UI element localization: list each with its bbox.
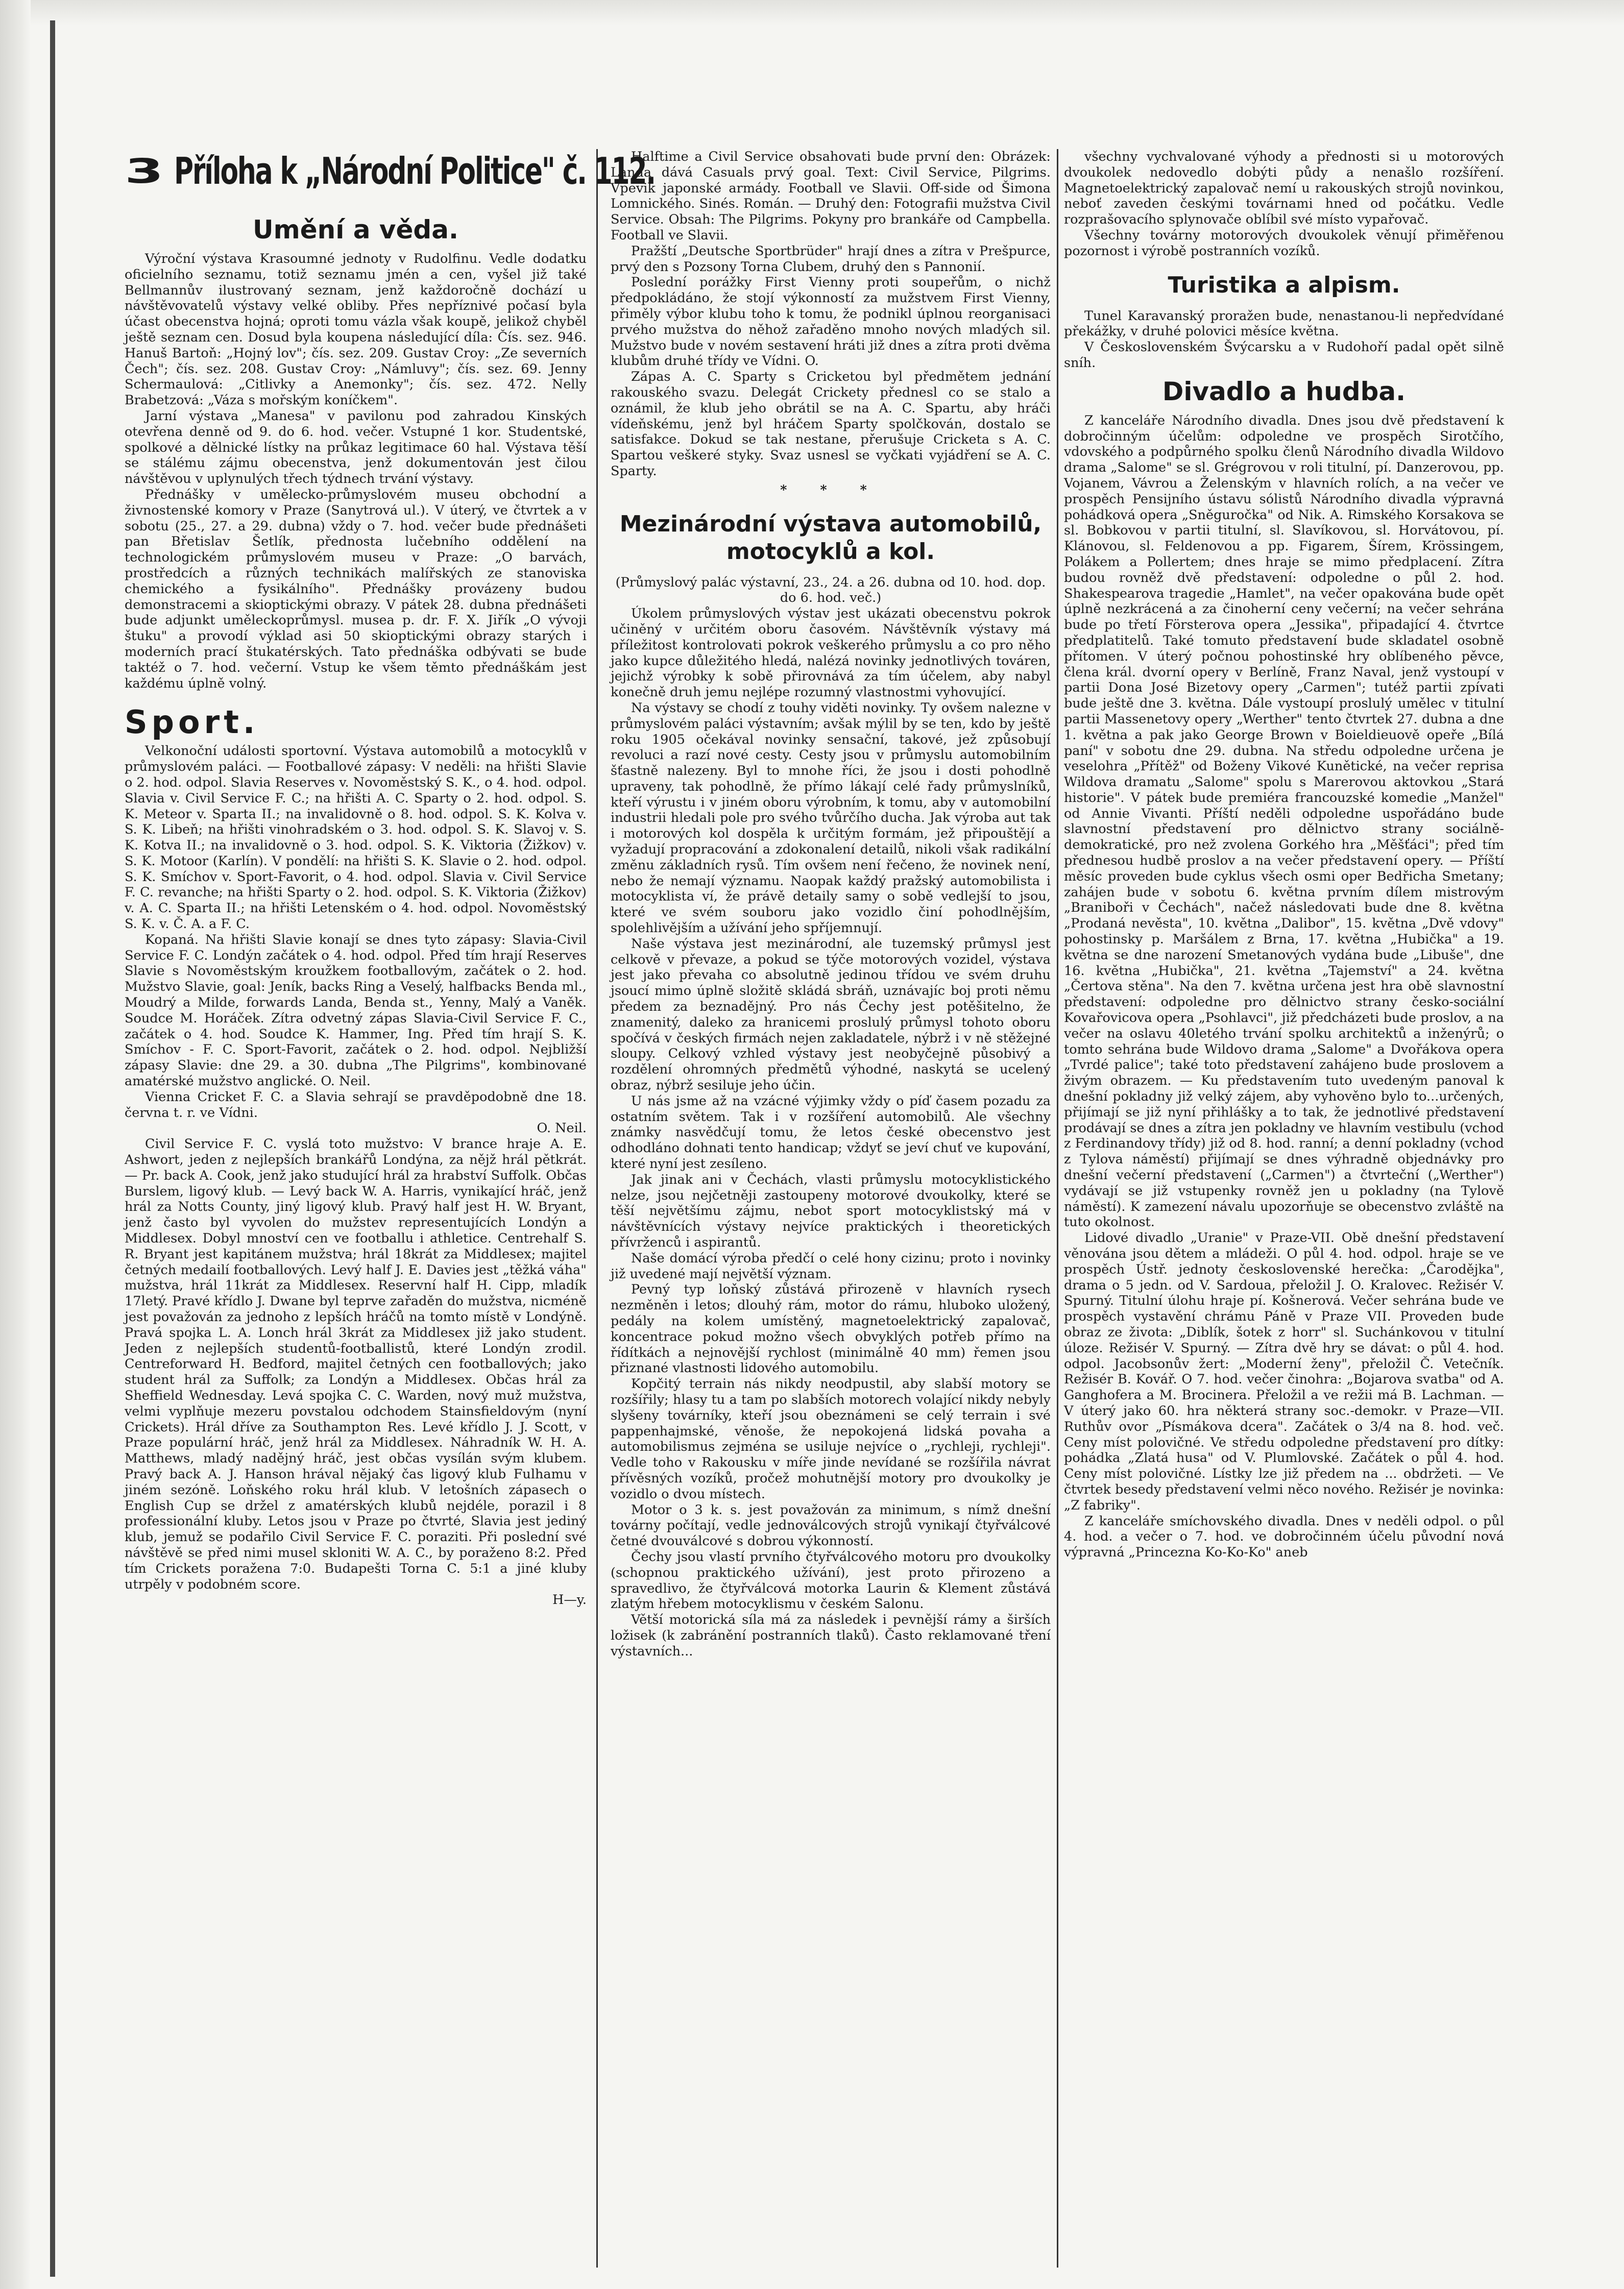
article-paragraph: Kopčitý terrain nás nikdy neodpustil, aby slabší motory se rozšířily; hlasy tu a tam po slabších motorech volající nikdy nebyly slyšeny továrníky, kteří jsou obeznámeni se celý terrain i své pappenhajmské, věnoše, že nepokojená lidská povaha a automobilismus zejména se usiluje nejvíce o „rychleji, rychleji". Vedle toho v Rakousku v míře jinde nevídané se rozšířila návrat přívěsných vozíků, pročež mohutnější motory pro dvoukolky je vozidlo o dvou místech. [611, 1376, 1051, 1502]
column-2 [611, 149, 1051, 2267]
column-rule-2 [1057, 149, 1058, 2268]
asterism-separator: * * * [780, 482, 881, 498]
section-heading: Divadlo a hudba. [1162, 376, 1406, 406]
article-paragraph: Pevný typ loňský zůstává přirozeně v hlavních rysech nezměněn i letos; dlouhý rám, motor do rámu, hluboko uložený, pedály na kolem umístěný, magnetoelektrický zapalovač, koncentrace pokud možno všech obvyklých potřeb přímo na řídítkách a nejnovější rychlost (minimálně 40 mm) řemen jsou přiznané vlastnosti lidového automobilu. [611, 1282, 1051, 1376]
article-paragraph: Pražští „Deutsche Sportbrüder" hrají dnes a zítra v Prešpurce, prvý den s Pozsony Torna Clubem, druhý den s Pannonií. [611, 243, 1051, 275]
article-paragraph: Kopaná. Na hřišti Slavie konají se dnes tyto zápasy: Slavia-Civil Service F. C. Londýn začátek o 4. hod. odpol. Před tím hrají Reserves Slavie s Novoměstským kroužkem footballovým, začátek o 2. hod. Mužstvo Slavie, goal: Jeník, backs Ring a Veselý, halfbacks Benda ml., Moudrý a Milde, forwards Landa, Benda st., Yenny, Malý a Vaněk. Soudce M. Horáček. Zítra odvetný zápas Slavia-Civil Service F. C., začátek o 4. hod. Soudce K. Hammer, Ing. Před tím hrají S. K. Smíchov - F. C. Sport-Favorit, začátek o 2. hod. odpol. Nejbližší zápasy Slavie: dne 29. a 30. dubna „The Pilgrims", kombinované amatérské mužstvo anglické. O. Neil. [125, 932, 587, 1089]
article-heading: Turistika a alpism. [1168, 272, 1400, 298]
signature: H—y. [552, 1592, 587, 1608]
article-paragraph: Motor o 3 k. s. jest považován za minimum, s nímž dnešní továrny počítají, vedle jednoválcových strojů vynikají čtyřválcové četné dvouválcové s dobrou výkonností. [611, 1502, 1051, 1549]
article-paragraph: Civil Service F. C. vyslá toto mužstvo: V brance hraje A. E. Ashwort, jeden z nejlepších brankářů Londýna, za nějž hrál pětkrát. — Pr. back A. Cook, jenž jako studující hrál za hrabství Suffolk. Občas Burslem, ligový klub. — Levý back W. A. Harris, vynikající hráč, jenž hrál za Notts County, jiný ligový klub. Pravý half jest H. W. Bryant, jenž často byl vyvolen do mužstev representujících Londýn a Middlesex. Dobyl mnoství cen ve footballu i athletice. Centrehalf S. R. Bryant jest kapitánem mužstva; hrál 18krát za Middlesex; majitel četných medailí footballových. Levý half J. E. Davies jest „těžká váha" mužstva, hrál 11krát za Middlesex. Reservní half H. Cipp, mladík 17letý. Pravé křídlo J. Dwane byl teprve zařaděn do mužstva, nicméně jest považován za jednoho z lepších hráčů na tomto místě v Londýně. Pravá spojka L. A. Lonch hrál 3krát za Middlesex již jako student. Jeden z nejlepších studentů-footballistů, které Londýn zrodil. Centreforward H. Bedford, majitel četných cen footballových; jako student hrál za Suffolk; za Londýn a Middlesex. Občas hrál za Sheffield Wednesday. Levá spojka C. C. Warden, nový muž mužstva, velmi vyplňuje mezeru povstalou odchodem Stainsfieldovým (nyní Crickets). Hrál dříve za Southampton Res. Levé křídlo J. J. Scott, v Praze populární hráč, jenž hrál za Middlesex. Náhradník W. H. A. Matthews, mladý nadějný hráč, jest občas vysílán svým klubem. Pravý back A. J. Hanson hrával nějaký čas ligový klub Fulhamu v jiném sezóně. Loňského roku hrál klub. V letošních zápasech o English Cup se držel z amatérských klubů nejdéle, porazil i 8 professionální kluby. Letos jsou v Praze po čtvrté, Slavia jest jediný klub, jemuž se podařilo Civil Service F. C. poraziti. Při poslední své návštěvě se před nimi musel skloniti W. A. C., by poraženo 8:2. Před tím Crickets poražena 7:0. Budapešti Torna C. 5:1 a jiné kluby utrpěly v podobném score. [125, 1136, 587, 1592]
section-heading: Umění a věda. [253, 215, 458, 245]
article-paragraph: Lidové divadlo „Uranie" v Praze-VII. Obě dnešní představení věnována jsou dětem a mládeži. O půl 4. hod. odpol. hraje se ve prospěch Ústř. jednoty československé herečka: „Čarodějka", drama o 5 jedn. od V. Sardoua, přeložil J. O. Kralovec. Režisér V. Spurný. Titulní úlohu hraje pí. Košnerová. Večer sehrána bude ve prospěch vystavění chrámu Páně v Praze VII. Proveden bude obraz ze života: „Diblík, šotek z horr" sl. Suchánkovou v titulní úloze. Režisér V. Spurný. — Zítra dvě hry se dávat: o půl 4. hod. odpol. Jacobsonův žert: „Moderní ženy", přeložil Č. Vetečník. Režisér B. Kovář. O 7. hod. večer činohra: „Bojarova svatba" od A. Ganghofera a M. Brocinera. Přeložil a ve režii má B. Lachman. — V úterý jako 60. hra některá strany soc.-demokr. v Praze—VII. Ruthův ovor „Písmákova dcera". Začátek o 3/4 na 8. hod. več. Ceny míst polovičné. Ve středu odpoledne představení pro dítky: pohádka „Zlatá husa" od V. Plumlovské. Začátek o půl 4. hod. Ceny míst polovičné. Lístky lze již předem na ... obdržeti. — Ve čtvrtek besedy představení velmi něco nového. Režisér je novinka: „Z fabriky". [1064, 1230, 1504, 1513]
page-number: 3 [125, 151, 162, 191]
masthead [125, 143, 655, 199]
article-paragraph: Poslední porážky First Vienny proti soupeřům, o nichž předpokládáno, že stojí výkonností za mužstvem First Vienny, přiměly výbor klubu toho k tomu, že podnikl úplnou reorganisaci prvého mužstva do něhož zařaděno mnoho nových mladých sil. Mužstvo bude v novém sestavení hráti již dnes a zítra proti dvěma klubům druhé třídy ve Vídni. O. [611, 275, 1051, 369]
article-paragraph: Jarní výstava „Manesa" v pavilonu pod zahradou Kinských otevřena denně od 9. do 6. hod. večer. Vstupné 1 kor. Studentské, spolkové a dělnické lístky na průkaz legitimace 60 hal. Výstava těší se stálému zájmu obecenstva, jenž dokumentován jest čilou návštěvou v uplynulých třech týdnech trvání výstavy. [125, 408, 587, 487]
article-paragraph: Z kanceláře smíchovského divadla. Dnes v neděli odpol. o půl 4. hod. a večer o 7. hod. ve dobročinném účelu původní nová výpravná „Princezna Ko-Ko-Ko" aneb [1064, 1513, 1504, 1561]
scan-edge-top [0, 0, 1624, 26]
article-paragraph: Naše výstava jest mezinárodní, ale tuzemský průmysl jest celkově v převaze, a pokud se týče motorových vozidel, výstava jest jako převaha co absolutně jedinou třídou ve svém druhu jsoucí mimo úplně složitě skládá sbráň, uznávajíc boj proti němu předem za beznadějný. Pro nás Čechy jest potěšitelno, že znamenitý, daleko za hranicemi proslulý průmysl tohoto oboru spočívá v českých firmách nejen zakladatele, nýbrž i v ně stěžejné sloupy. Celkový vzhled výstavy jest neobyčejně působivý a rozdělení ohromných předmětů výhodné, naskytá se ucelený obraz, nýbrž sesiluje jeho účin. [611, 936, 1051, 1093]
article-paragraph: Větší motorická síla má za následek i pevnější rámy a širších ložisek (k zabránění postranních tlaků). Často reklamované tření výstavních... [611, 1612, 1051, 1659]
column-rule-1 [596, 149, 598, 2268]
exhibition-dates: (Průmyslový palác výstavní, 23., 24. a 26. dubna od 10. hod. dop. do 6. hod. več.) [615, 574, 1046, 606]
article-paragraph: Vienna Cricket F. C. a Slavia sehrají se pravděpodobně dne 18. června t. r. ve Vídni. [125, 1089, 587, 1121]
article-paragraph: V Československém Švýcarsku a v Rudohoří padal opět silně sníh. [1064, 339, 1504, 371]
article-paragraph: všechny vychvalované výhody a přednosti si u motorových dvoukolek nedovedlo dobýti půdy a nenašlo rozšíření. Magnetoelektrický zapalovač nemí u rakouských strojů novinkou, neboť zaveden českými továrnami hned od počátku. Vedle rozprašovacího splynovače oblíbil své místo vypařovač. [1064, 149, 1504, 228]
article-paragraph: Z kanceláře Národního divadla. Dnes jsou dvě představení k dobročinným účelům: odpoledne ve prospěch Sirotčího, vdovského a podpůrného spolku členů Národního divadla Wildovo drama „Salome" se sl. Grégrovou v roli titulní, pí. Danzerovou, pp. Vojanem, Vávrou a Želenským v hlavních rolích, a na večer ve prospěch Pensijního ústavu sólistů Národního divadla výpravná pohádková opera „Sněguročka" od Nik. A. Rimského Korsakova se sl. Bobkovou v partii titulní, sl. Slavíkovou, sl. Horvátovou, pí. Klánovou, sl. Feldenovou a pp. Figarem, Šírem, Krössingem, Polákem a Pollertem; dnes hraje se mimo předplacení. Zítra budou rovněž dvě představení: odpoledne o půl 2. hod. Shakespearova tragedie „Hamlet", na večer opakována bude opět úplně nezkrácená a za činoherní ceny večerní; na večer sehrána bude po třetí Försterova opera „Jessika", připadající 4. čtvrtce předplatitelů. Také tomuto představení bude skladatel osobně přítomen. V úterý počnou pohostinské hry oblíbeného pěvce, člena král. dvorní opery v Berlíně, Franz Naval, jenž vystoupí v partii Dona José Bizetovy opery „Carmen"; tutéž partii zpívati bude ještě dne 3. května. Dále vystoupí proslulý umělec v titulní partii Massenetovy opery „Werther" tento čtvrtek 27. dubna a dne 1. května a pak jako George Brown v Boieldieuově opeře „Bílá paní" v sobotu dne 29. dubna. Na středu odpoledne určena je veselohra „Přítěž" od Boženy Vikové Kunětické, na večer reprisa Wildova dramatu „Salome" spolu s Marerovou aktovkou „Stará historie". V pátek bude premiéra francouzské komedie „Manžel" od Annie Vivanti. Příští neděli odpoledne uspořádáno bude slavnostní představení pro dělnictvo strany sociálně-demokratické, pro než zvolena Gorkého hra „Měšťáci"; před tím přednesou hudbě proslov a na večer představení opery. — Příští měsíc proveden bude cyklus všech osmi oper Bedřicha Smetany; zahájen bude v sobotu 6. května prvním dílem mistrovým „Braniboři v Čechách", načež následovati bude dne 8. května „Prodaná nevěsta", 10. května „Dalibor", 15. května „Dvě vdovy" pohostinsky p. Maršálem z Brna, 17. května „Hubička" a 19. května se dne narození Smetanových vydána bude „Libuše", dne 16. května „Hubička", 21. května „Tajemství" a 24. května „Čertova stěna". Na den 7. května určena jest hra obě slavnostní představení: odpoledne pro dělnictvo strany česko-sociální Kovařovicova opera „Psohlavci", již předcházeti bude proslov, a na večer na oslavu 40letého trvání spolku architektů a inženýrů; o tomto sehrána bude Wildovo drama „Salome" a Dvořákova opera „Tvrdé palice"; také toto představení zahájeno bude proslovem a živým obrazem. — Ku představením tuto uvedeným panoval k dnešní pokladny již velký zájem, aby vyhověno bylo to...určených, přijímají se již nyní přihlášky a to tak, že jednotlivé představení prodávají se dnes a zítra jen pokladny ve hlavním vestibulu (vchod z Ferdinandovy třídy) již od 8. hod. ranní; a denní pokladny (vchod z Tylova náměstí) přijímají se dnes výhradně objednávky pro dnešní večerní představení („Carmen") a čtvrteční („Werther") vydávají se již vstupenky rovněž jen u pokladny (na Tylově náměstí). K zamezení návalu upozorňuje se obecenstvo zvláště na tuto okolnost. [1064, 412, 1504, 1230]
article-paragraph: Na výstavy se chodí z touhy viděti novinky. Ty ovšem nalezne v průmyslovém paláci výstavním; avšak mýlil by se ten, kdo by ještě roku 1905 očekával novinky sensační, takové, jež způsobují revoluci a razí nové cesty. Cesty jsou v průmyslu automobilním šťastně nalezeny. Byl to mnohe říci, že jsou i dosti pohodlně upraveny, tak pohodlně, že přímo lákají celé řady průmyslníků, kteří výrustu i v jiném oboru výrobním, k tomu, aby v automobilní industrii hledali pole pro svého tvůrčího ducha. Jak výroba aut tak i motorových kol dospěla k určitým formám, jež připouštějí a vyžadují propracování a zdokonalení detailů, nikoli však radikální změnu základních rysů. Tím ovšem není řečeno, že novinek není, nebo že nemají významu. Naopak každý pražský automobilista i motocyklista ví, že právě detaily samy o sobě vedlejší to jsou, které ve svém souboru jako vozidlo činí pohodlnějším, spolehlivějším a užívání jeho spříjemnují. [611, 700, 1051, 936]
article-paragraph: Jak jinak ani v Čechách, vlasti průmyslu motocyklistického nelze, jsou nejčetněji zastoupeny motorové dvoukolky, které se těší největšímu zájmu, nebot sport motocyklistský má v návštěvnících výstavy nejvíce praktických i theoretických přívrženců i aspirantů. [611, 1172, 1051, 1250]
article-paragraph: U nás jsme až na vzácné výjimky vždy o píď časem pozadu za ostatním světem. Tak i v rozšíření automobilů. Ale všechny známky nasvědčují tomu, že letos české obecenstvo jest odhodláno dohnati tento handicap; vždyť se jeví chuť ve kupování, které nyní jest zesíleno. [611, 1093, 1051, 1172]
article-paragraph: Zápas A. C. Sparty s Cricketou byl předmětem jednání rakouského svazu. Delegát Crickety přednesl co se stalo a oznámil, že klub jeho obrátil se na A. C. Spartu, aby hráči vídeňskému, jenž byl hráčem Sparty spolčkován, dostalo se satisfakce. Dokud se tak nestane, přerušuje Cricketa s A. C. Spartou veškeré styky. Svaz usnesl se vyčkati vyjádření se A. C. Sparty. [611, 369, 1051, 479]
article-paragraph: Úkolem průmyslových výstav jest ukázati obecenstvu pokrok učiněný v určitém oboru časovém. Návštěvník výstavy má příležitost kontrolovati pokrok veškerého průmyslu a co pro něho jako kupce důležitého hledá, nalézá novinky jednotlivých továren, jejichž výrobky k sobě přirovnává za tím účelem, aby nabyl konečně druh jemu nejlépe rozumný vlastnostmi vyhovující. [611, 606, 1051, 700]
column-1 [125, 138, 655, 2267]
signature: O. Neil. [537, 1121, 587, 1136]
article-paragraph: Halftime a Civil Service obsahovati bude první den: Obrázek: Landa dává Casuals prvý goal. Text: Civil Service, Pilgrims. Vpevik japonské armády. Football ve Slavii. Off-side od Šimona Lomnického. Sinés. Román. — Druhý den: Fotografii mužstva Civil Service. Obsah: The Pilgrims. Pokyny pro brankáře od Campbella. Football ve Slavii. [611, 149, 1051, 243]
article-heading: Mezinárodní výstava automobilů, motocyklů a kol. [619, 510, 1042, 565]
article-paragraph: Čechy jsou vlastí prvního čtyřválcového motoru pro dvoukolky (schopnou praktického užívání), jest proto přirozeno a spravedlivo, že čtyřválcová motorka Laurin & Klement zůstává zlatým hřebem motocyklismu v českém Salonu. [611, 1549, 1051, 1612]
article-paragraph: Výroční výstava Krasoumné jednoty v Rudolfinu. Vedle dodatku oficielního seznamu, totiž seznamu jmén a cen, vyšel již také Bellmannův ilustrovaný seznam, jenž každoročně dochází u návštěvovatelů výstavy velké obliby. Přes nepříznivé počasí byla účast obecenstva hojná; oproti tomu vázla však koupě, jelikož chyběl ještě seznam cen. Dosud byla koupena následující díla: Čís. sez. 946. Hanuš Bartoň: „Hojný lov"; čís. sez. 209. Gustav Croy: „Ze severních Čech"; čís. sez. 208. Gustav Croy: „Námluvy"; čís. sez. 69. Jenny Schermaulová: „Citlivky a Anemonky"; čís. sez. 472. Nelly Brabetzová: „Váza s mořským koníčkem". [125, 251, 587, 408]
article-paragraph: Naše domácí výroba předčí o celé hony cizinu; proto i novinky již uvedené mají největší význam. [611, 1250, 1051, 1282]
article-paragraph: Tunel Karavanský proražen bude, nenastanou-li nepředvídané překážky, v druhé polovici měsíce května. [1064, 308, 1504, 339]
column-3 [1064, 149, 1504, 2267]
scan-edge-left [0, 0, 31, 2289]
article-paragraph: Velkonoční události sportovní. Výstava automobilů a motocyklů v průmyslovém paláci. — Footballové zápasy: V neděli: na hřišti Slavie o 2. hod. odpol. Slavia Reserves v. Novoměstský S. K., o 4. hod. odpol. Slavia v. Civil Service F. C.; na hřišti A. C. Sparty o 2. hod. odpol. S. K. Meteor v. Sparta II.; na invalidovně o 8. hod. odpol. S. K. Kolva v. S. K. Libeň; na hřišti vinohradském o 3. hod. odpol. S. K. Slavoj v. S. K. Kotva II.; na invalidovně o 3. hod. odpol. S. K. Viktoria (Žižkov) v. S. K. Motoor (Karlín). V pondělí: na hřišti S. K. Slavie o 2. hod. odpol. S. K. Smíchov v. Sport-Favorit, o 4. hod. odpol. Slavia v. Civil Service F. C. revanche; na hřišti Sparty o 2. hod. odpol. S. K. Viktoria (Žižkov) v. A. C. Sparta II.; na hřišti Letenském o 4. hod. odpol. Novoměstský S. K. v. Č. A. a F. C. [125, 743, 587, 932]
masthead-title: Příloha k „Národní Politice" č. 112. [174, 150, 655, 192]
article-paragraph: Přednášky v umělecko-průmyslovém museu obchodní a živnostenské komory v Praze (Sanytrová ul.). V úterý, ve čtvrtek a v sobotu (25., 27. a 29. dubna) vždy o 7. hod. večer bude přednášeti pan Břetislav Šetlík, přednosta lučebního oddělení na technologickém průmyslovém museu v Praze: „O barvách, prostředcích a různých technikách malířských ze stanoviska chemického a fysikálního". Přednášky provázeny budou demonstracemi a skioptickými obrazy. V pátek 28. dubna přednášeti bude adjunkt uměleckoprůmysl. musea p. dr. F. X. Jiřík „O vývoji štuku" a provodí výklad asi 50 skioptickými obrazy starých i moderních prací štukatérských. Tato přednáška odbývati se bude taktéž o 7. hod. večerní. Vstup ke všem těmto přednáškám jest každému úplně volný. [125, 486, 587, 691]
scan-binding-line [50, 20, 55, 2277]
article-paragraph: Všechny továrny motorových dvoukolek věnují přiměřenou pozornost i výrobě postranních vozíků. [1064, 227, 1504, 259]
section-heading-sport: Sport. [125, 703, 259, 741]
